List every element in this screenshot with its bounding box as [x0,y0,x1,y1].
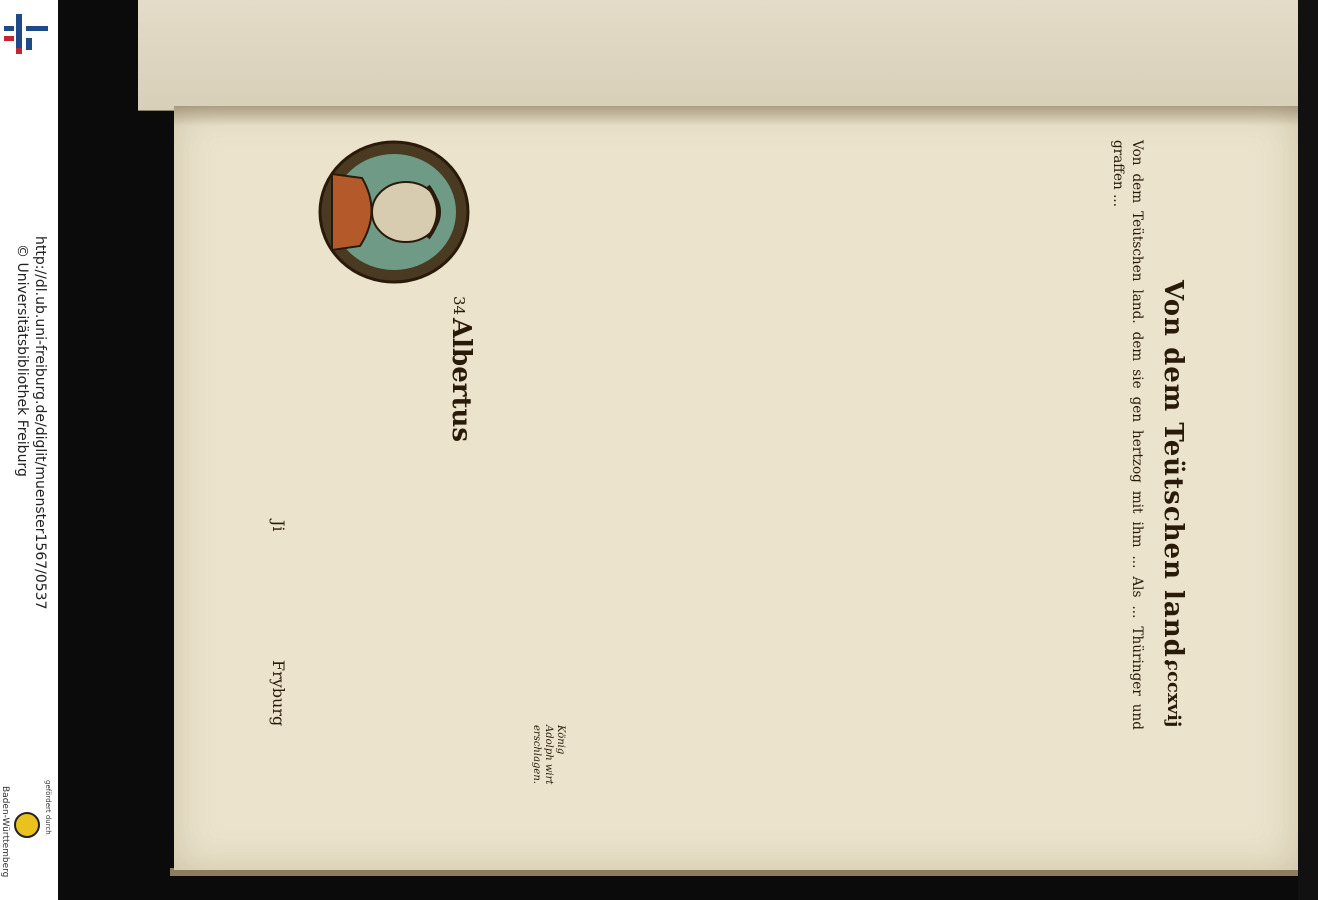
paragraph-1: Von dem Teütschen land. dem sie gen hertzog mit ihm ... Als ... Thüringer und graffen ... [1110,140,1145,730]
state-label: Baden-Württemberg [0,786,10,878]
funding-label: gefördert durch [44,780,52,835]
caption-number: 34 [450,296,468,316]
facing-page-text [138,0,1318,110]
catchword: Fryburg [269,660,288,727]
facing-page [138,0,1318,111]
spine-shadow [174,106,1298,126]
folio-number: cccxvij [1163,660,1184,728]
dark-cloth [1298,0,1318,900]
portrait-woodcut-icon [316,138,472,286]
permalink-url[interactable]: http://dl.ub.uni-freiburg.de/diglit/muenster1567/0537 [32,236,48,610]
state-seal-icon [14,812,40,838]
signature-mark: Ji [269,520,288,532]
margin-note: König Adolph wirt erschlagen. [531,725,566,785]
page-heading: Von dem Teütschen land. [1158,280,1188,668]
caption-name: Albertus [446,318,476,443]
university-logo-icon [2,6,50,56]
rotated-page-content [208,140,1188,785]
copyright-notice: © Universitätsbibliothek Freiburg [14,244,30,477]
library-sidebar [0,0,58,900]
